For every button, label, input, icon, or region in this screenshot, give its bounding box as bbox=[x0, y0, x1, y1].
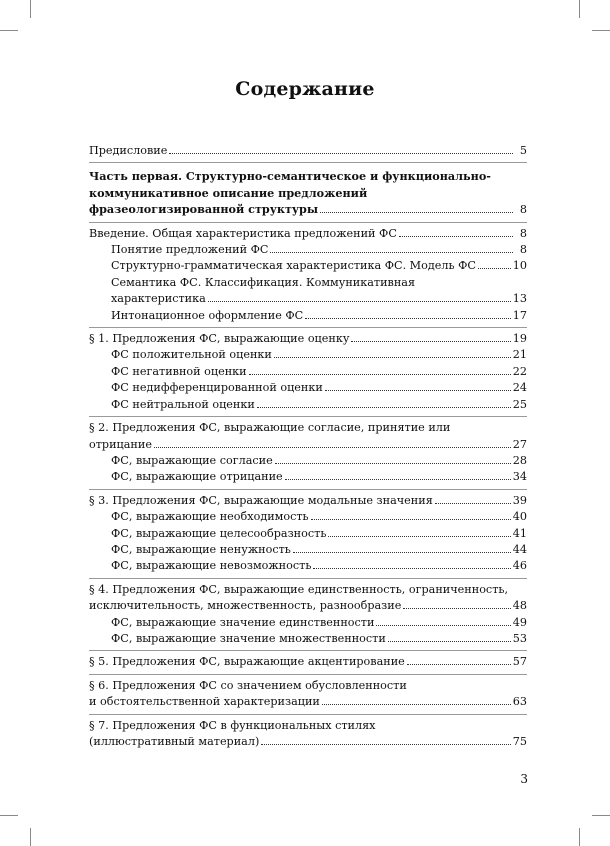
dot-leader bbox=[407, 664, 511, 665]
toc-entry-label: и обстоятельственной характеризации bbox=[89, 695, 320, 709]
toc-entry-label: исключительность, множественность, разнообразие bbox=[89, 599, 402, 613]
toc-page-number: 25 bbox=[512, 397, 527, 411]
toc-entry-section-4[interactable] bbox=[89, 598, 527, 614]
toc-page-number: 27 bbox=[512, 437, 527, 451]
toc-page-number: 8 bbox=[519, 226, 527, 240]
dot-leader bbox=[325, 390, 511, 391]
toc-section-part-one bbox=[89, 162, 527, 221]
toc-subentry[interactable] bbox=[89, 558, 527, 574]
dot-leader bbox=[293, 552, 511, 553]
toc-entry-preface[interactable] bbox=[89, 143, 527, 159]
toc-entry-label: ФС, выражающие необходимость bbox=[111, 510, 309, 524]
toc-page-number: 13 bbox=[512, 292, 527, 306]
dot-leader bbox=[320, 212, 513, 213]
toc-page-number: 8 bbox=[519, 243, 527, 257]
crop-mark bbox=[30, 828, 31, 846]
toc-entry-label: ФС, выражающие значение единственности bbox=[111, 615, 375, 629]
dot-leader bbox=[275, 463, 511, 464]
toc-section-preface bbox=[89, 140, 527, 162]
toc-page-number: 17 bbox=[512, 308, 527, 322]
toc-subentry[interactable] bbox=[89, 542, 527, 558]
toc-subentry[interactable] bbox=[89, 380, 527, 396]
toc-section-introduction bbox=[89, 222, 527, 327]
toc-entry-label: характеристика bbox=[111, 292, 206, 306]
toc-page-number: 53 bbox=[512, 631, 527, 645]
crop-mark bbox=[30, 0, 31, 18]
toc-section-5 bbox=[89, 650, 527, 673]
toc-page-number: 19 bbox=[512, 332, 527, 346]
toc-entry-label: ФС, выражающие отрицание bbox=[111, 470, 283, 484]
dot-leader bbox=[322, 704, 511, 705]
toc-section-7 bbox=[89, 714, 527, 754]
toc-page-number: 57 bbox=[512, 655, 527, 669]
toc-entry-section-7[interactable] bbox=[89, 734, 527, 750]
toc-subentry[interactable] bbox=[89, 364, 527, 380]
toc-entry-introduction[interactable] bbox=[89, 226, 527, 242]
toc-page-number: 46 bbox=[512, 559, 527, 573]
crop-mark bbox=[0, 815, 18, 816]
toc-page-number: 21 bbox=[512, 348, 527, 362]
dot-leader bbox=[270, 252, 513, 253]
dot-leader bbox=[257, 407, 511, 408]
toc-entry-section-3[interactable] bbox=[89, 493, 527, 509]
toc-entry-line[interactable]: § 4. Предложения ФС, выражающие единственность, ограниченность, bbox=[89, 582, 509, 596]
dot-leader bbox=[305, 318, 511, 319]
toc-entry-line[interactable]: § 2. Предложения ФС, выражающие согласие, принятие или bbox=[89, 421, 451, 435]
toc-entry-label: Введение. Общая характеристика предложений ФС bbox=[89, 226, 397, 240]
toc-subentry[interactable] bbox=[89, 258, 527, 274]
toc-entry-label: ФС, выражающие ненужность bbox=[111, 542, 291, 556]
toc-subentry[interactable] bbox=[89, 291, 527, 307]
toc-page-number: 24 bbox=[512, 381, 527, 395]
toc-subentry[interactable] bbox=[89, 397, 527, 413]
toc-entry-label: ФС недифференцированной оценки bbox=[111, 381, 323, 395]
toc-page-number: 5 bbox=[519, 144, 527, 157]
crop-mark bbox=[592, 815, 610, 816]
toc-page-number: 39 bbox=[512, 493, 527, 507]
toc-entry-section-2[interactable] bbox=[89, 437, 527, 453]
dot-leader bbox=[261, 744, 510, 745]
toc-entry-label: (иллюстративный материал) bbox=[89, 735, 260, 748]
dot-leader bbox=[311, 519, 511, 520]
dot-leader bbox=[169, 153, 513, 154]
toc-entry-label: ФС, выражающие целесообразность bbox=[111, 526, 327, 540]
toc-entry-label: § 3. Предложения ФС, выражающие модальные значения bbox=[89, 493, 433, 507]
page-title: Содержание bbox=[235, 78, 375, 100]
toc-subentry[interactable] bbox=[89, 631, 527, 647]
toc-entry-label: Структурно-грамматическая характеристика ФС. Модель ФС bbox=[111, 259, 476, 273]
toc-subentry[interactable] bbox=[89, 453, 527, 469]
toc-page-number: 44 bbox=[512, 542, 527, 556]
toc-entry-label: ФС, выражающие значение множественности bbox=[111, 631, 386, 645]
crop-mark bbox=[579, 0, 580, 18]
toc-subentry[interactable] bbox=[89, 242, 527, 258]
dot-leader bbox=[403, 608, 510, 609]
toc-entry-line[interactable]: § 6. Предложения ФС со значением обусловленности bbox=[89, 678, 407, 692]
toc-page-number: 28 bbox=[512, 453, 527, 467]
dot-leader bbox=[399, 236, 513, 237]
toc-section-3 bbox=[89, 489, 527, 578]
dot-leader bbox=[154, 447, 511, 448]
toc-entry-label: отрицание bbox=[89, 437, 152, 451]
toc-page-number: 40 bbox=[512, 510, 527, 524]
dot-leader bbox=[249, 374, 511, 375]
toc-subentry[interactable] bbox=[89, 615, 527, 631]
toc-entry-label: Понятие предложений ФС bbox=[111, 243, 269, 257]
dot-leader bbox=[388, 641, 511, 642]
dot-leader bbox=[208, 301, 511, 302]
page-number: 3 bbox=[520, 772, 528, 786]
toc-entry-label: § 5. Предложения ФС, выражающие акцентирование bbox=[89, 655, 405, 669]
toc-entry-section-5[interactable] bbox=[89, 654, 527, 670]
toc-entry-label: Интонационное оформление ФС bbox=[111, 308, 304, 322]
toc-page-number: 10 bbox=[512, 259, 527, 273]
toc-entry-section-6[interactable] bbox=[89, 694, 527, 710]
dot-leader bbox=[285, 479, 511, 480]
toc-subentry[interactable] bbox=[89, 308, 527, 324]
dot-leader bbox=[328, 536, 510, 537]
toc-page-number: 22 bbox=[512, 364, 527, 378]
dot-leader bbox=[478, 268, 511, 269]
toc-subentry[interactable] bbox=[89, 509, 527, 525]
toc-page-number: 75 bbox=[512, 735, 527, 748]
crop-mark bbox=[592, 30, 610, 31]
toc-subentry[interactable] bbox=[89, 469, 527, 485]
toc-entry-label: фразеологизированной структуры bbox=[89, 202, 319, 217]
toc-entry-part-one[interactable] bbox=[89, 201, 527, 218]
toc-entry-line[interactable]: § 7. Предложения ФС в функциональных стилях bbox=[89, 718, 376, 732]
toc-entry-label: ФС негативной оценки bbox=[111, 364, 247, 378]
toc-page-number: 48 bbox=[512, 599, 527, 613]
toc-page-number: 41 bbox=[512, 526, 527, 540]
toc-subentry[interactable] bbox=[89, 347, 527, 363]
toc-page-number: 49 bbox=[512, 615, 527, 629]
toc-part-title-line[interactable]: Часть первая. Структурно-семантическое и функционально- bbox=[89, 169, 491, 184]
toc-entry-label: ФС нейтральной оценки bbox=[111, 397, 255, 411]
toc-section-6 bbox=[89, 674, 527, 714]
toc-entry-label: ФС, выражающие согласие bbox=[111, 453, 273, 467]
toc-page-number: 8 bbox=[519, 203, 527, 217]
toc-section-2 bbox=[89, 416, 527, 489]
toc-part-title-line[interactable]: коммуникативное описание предложений bbox=[89, 185, 368, 200]
toc-page-number: 34 bbox=[512, 470, 527, 484]
toc-entry-label: § 1. Предложения ФС, выражающие оценку bbox=[89, 332, 350, 346]
dot-leader bbox=[351, 341, 510, 342]
dot-leader bbox=[313, 568, 510, 569]
dot-leader bbox=[376, 625, 510, 626]
toc-entry-label: Предисловие bbox=[89, 144, 168, 157]
toc-subentry-line[interactable]: Семантика ФС. Классификация. Коммуникативная bbox=[111, 275, 416, 289]
toc-entry-label: ФС положительной оценки bbox=[111, 348, 272, 362]
toc-section-1 bbox=[89, 327, 527, 416]
crop-mark bbox=[0, 30, 18, 31]
crop-mark bbox=[579, 828, 580, 846]
dot-leader bbox=[435, 503, 511, 504]
toc-entry-section-1[interactable] bbox=[89, 331, 527, 347]
toc-entry-label: ФС, выражающие невозможность bbox=[111, 559, 312, 573]
toc-section-4 bbox=[89, 578, 527, 651]
dot-leader bbox=[274, 357, 511, 358]
table-of-contents bbox=[89, 140, 527, 753]
toc-page-number: 63 bbox=[512, 695, 527, 709]
toc-subentry[interactable] bbox=[89, 526, 527, 542]
